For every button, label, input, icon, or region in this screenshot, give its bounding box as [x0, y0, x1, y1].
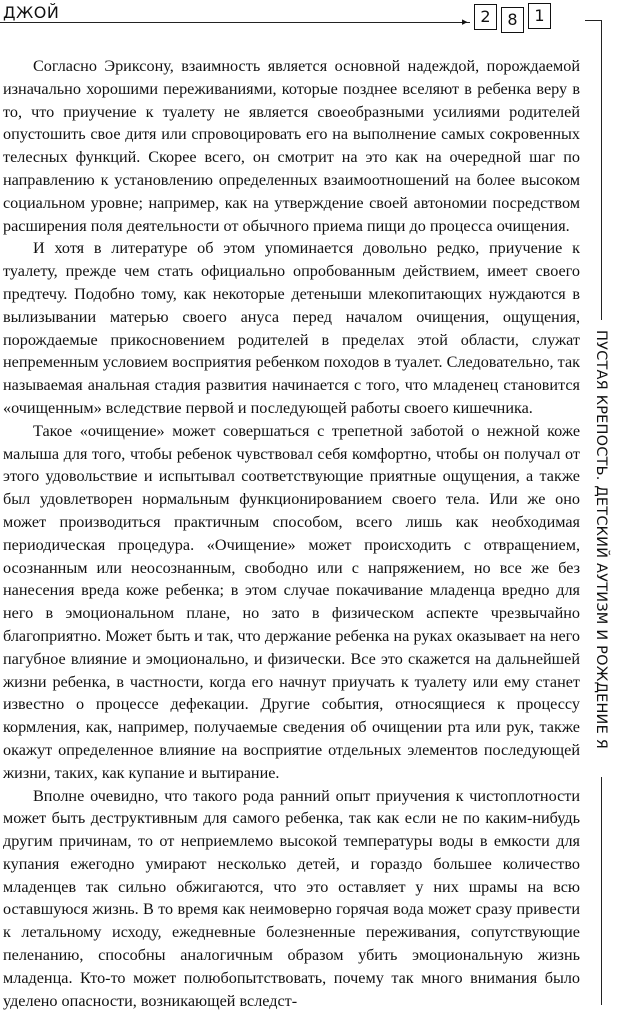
page-number-digit: 8	[501, 7, 524, 33]
paragraph: Вполне очевидно, что такого рода ранний опыт приучения к чистоплотности может быть деструктивным для самого ребенка, так как если не по каким-нибудь другим причинам, то от неприемлемо высокой температуры воды в емкости для купания ежегодно умирают несколько детей, и гораздо большее количество младенцев так сильно обжигаются, что это оставляет у них шрамы на всю оставшуюся жизнь. В то время как неимоверно горячая вода может сразу привести к летальному исходу, ежедневные болезненные переживания, сопутствующие пеленанию, способны аналогичным образом убить эмоциональную жизнь младенца. Кто-то может полюбопытствовать, почему так много внимания было уделено опасности, возникающей вследст-	[3, 786, 580, 1010]
page-number-digit: 1	[528, 3, 551, 29]
header-rule	[0, 22, 470, 23]
side-book-title: ПУСТАЯ КРЕПОСТЬ. ДЕТСКИЙ АУТИЗМ И РОЖДЕНИЕ Я	[593, 330, 609, 750]
running-head: ДЖОЙ	[3, 3, 60, 22]
side-rule	[601, 20, 602, 320]
side-rule-stub	[585, 20, 601, 21]
side-rule	[601, 777, 602, 1005]
paragraph: Согласно Эриксону, взаимность является основной надеждой, порождаемой изначально хорошими переживаниями, которые позднее вселяют в ребенка веру в то, что приучение к туалету не является своеобразными усилиями родителей опустошить свое дитя или спровоцировать его на выполнение самых сокровенных телесных функций. Скорее всего, он смотрит на это как на очередной шаг по направлению к установлению определенных взаимоотношений на более высоком социальном уровне; например, как на утверждение своей автономии посредством расширения поля деятельности от обычного приема пищи до процесса очищения.	[3, 57, 580, 235]
page-number	[474, 4, 555, 30]
paragraph: Такое «очищение» может совершаться с трепетной заботой о нежной коже малыша для того, чтобы ребенок чувствовал себя комфортно, чтобы он получал от этого удовольствие и испытывал соответствующие приятные ощущения, а также был удовлетворен нормальным функционированием своего тела. Или же оно может производиться практичным способом, всего лишь как необходимая периодическая процедура. «Очищение» может происходить с отвращением, осознанным или неосознанным, свободно или с напряжением, но все же без нанесения вреда коже ребенка; в этом случае покачивание младенца вредно для него в эмоциональном плане, но зато в физическом аспекте чрезвычайно благоприятно. Может быть и так, что держание ребенка на руках оказывает на него пагубное влияние и эмоционально, и физически. Все это скажется на дальнейшей жизни ребенка, в частности, когда его начнут приучать к туалету или ему станет известно о процессе дефекации. Другие события, относящиеся к процессу кормления, как, например, получаемые сведения об очищении рта или рук, также окажут определенное влияние на восприятие отдельных элементов последующей жизни, таких, как купание и вытирание.	[3, 421, 580, 782]
page-number-digit: 2	[474, 4, 497, 30]
body-text	[3, 55, 580, 1012]
arrow-right-icon: ▸	[462, 15, 468, 28]
paragraph: И хотя в литературе об этом упоминается довольно редко, приучение к туалету, прежде чем стать официально опробованным действием, имеет своего предтечу. Подобно тому, как некоторые детеныши млекопитающих нуждаются в вылизывании матерью своего ануса перед началом очищения, ощущения, порождаемые прикосновением родителей в пределах этой области, служат непременным условием восприятия ребенком походов в туалет. Следовательно, так называемая анальная стадия развития начинается с того, что младенец становится «очищенным» вследствие первой и последующей работы своего кишечника.	[3, 239, 580, 417]
